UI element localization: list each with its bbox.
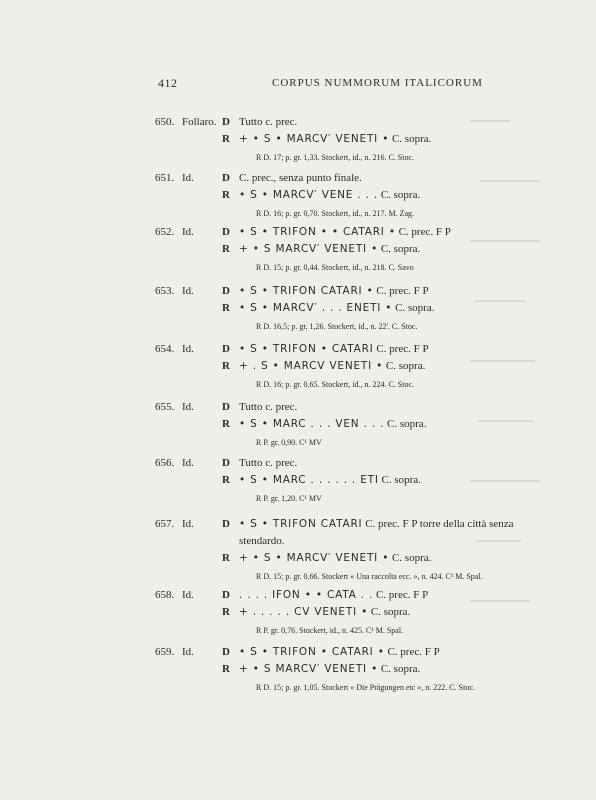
reference-line: R D. 16,5; p. gr. 1,26. Stockert, id., n. 22'. C. Stoc. (256, 322, 418, 331)
reverse-line (239, 663, 420, 675)
reverse-symbol: R (222, 243, 230, 255)
obverse-line (239, 646, 440, 658)
entry-number: 650. (155, 116, 175, 128)
obverse-symbol: D (222, 646, 230, 658)
obverse-legend: • S • TRIFON • CATARI • (239, 646, 385, 658)
obverse-line (239, 172, 362, 184)
obverse-description: C. prec. F P torre della città senza (365, 518, 514, 530)
reverse-legend: + • S • MARCV′ VENETI • (239, 133, 390, 145)
reference-line: R P. gr. 0,76. Stockert, id., n. 425. C¹ M. Spal. (256, 626, 404, 635)
obverse-line (239, 285, 429, 297)
denomination: Id. (182, 285, 194, 297)
reverse-description: C. sopra. (387, 418, 427, 430)
obverse-legend: • S • TRIFON CATARI • (239, 285, 374, 297)
reference-line: R D. 16; p. gr. 0,65. Stockert, id., n. 224. C. Stoc. (256, 380, 414, 389)
entry-number: 653. (155, 285, 175, 297)
reference-line: R P. gr. 0,90. C¹ MV (256, 438, 322, 447)
reference-line: R D. 17; p. gr. 1,33. Stockert, id., n. 216. C. Stoc. (256, 153, 414, 162)
entry-number: 658. (155, 589, 175, 601)
reference-line: R D. 15; p. gr. 0,44. Stockert, id., n. 218. C. Savo (256, 263, 414, 272)
obverse-legend: Tutto c. prec. (239, 457, 298, 469)
obverse-legend: • S • TRIFON • CATARI (239, 343, 374, 355)
denomination: Id. (182, 646, 194, 658)
reverse-description: C. sopra. (395, 302, 435, 314)
reverse-line (239, 552, 431, 564)
reverse-description: C. sopra. (391, 552, 432, 564)
reference-line: R D. 15; p. gr. 1,05. Stockert « Die Prägungen etc », n. 222. C. Stoc. (256, 683, 475, 692)
obverse-symbol: D (222, 172, 230, 184)
reverse-line (239, 302, 434, 314)
reverse-symbol: R (222, 606, 230, 618)
entry-number: 654. (155, 343, 175, 355)
reverse-legend: + • S MARCV′ VENETI • (239, 663, 379, 675)
obverse-legend: C. prec., senza punto finale. (239, 172, 362, 184)
reverse-description: C. sopra. (391, 133, 432, 145)
reverse-description: C. sopra. (380, 663, 421, 675)
obverse-legend: . . . . IFON • • CATA . . (239, 589, 374, 601)
obverse-symbol: D (222, 589, 230, 601)
reverse-description: C. sopra. (370, 606, 411, 618)
reverse-symbol: R (222, 302, 230, 314)
denomination: Id. (182, 401, 194, 413)
entry-number: 655. (155, 401, 175, 413)
obverse-line (239, 518, 514, 530)
reverse-description: C. sopra. (380, 243, 421, 255)
obverse-continuation: stendardo. (239, 535, 285, 547)
reference-line: R P. gr. 1,20. C¹ MV (256, 494, 322, 503)
obverse-line (239, 401, 297, 413)
obverse-line (239, 589, 428, 601)
reverse-symbol: R (222, 474, 230, 486)
obverse-legend: • S • TRIFON • • CATARI • (239, 226, 396, 238)
denomination: Id. (182, 226, 194, 238)
obverse-legend: Tutto c. prec. (239, 116, 298, 128)
reverse-legend: • S • MARC . . . . . . ETI (239, 474, 379, 486)
denomination: Follaro. (182, 116, 217, 128)
reverse-line (239, 360, 425, 372)
reverse-line (239, 243, 420, 255)
show-through (470, 100, 560, 700)
reverse-line (239, 418, 426, 430)
entry-number: 652. (155, 226, 175, 238)
denomination: Id. (182, 457, 194, 469)
obverse-description: C. prec. F P (387, 646, 440, 658)
reverse-legend: • S • MARC . . . VEN . . . (239, 418, 385, 430)
reverse-symbol: R (222, 189, 230, 201)
obverse-symbol: D (222, 226, 230, 238)
obverse-line (239, 116, 297, 128)
denomination: Id. (182, 518, 194, 530)
reverse-symbol: R (222, 133, 230, 145)
entry-number: 651. (155, 172, 175, 184)
entry-number: 657. (155, 518, 175, 530)
reference-line: R D. 15; p. gr. 0,66. Stockert « Una raccolta ecc. », n. 424. C¹ M. Spal. (256, 572, 483, 581)
reverse-line (239, 133, 431, 145)
running-title: CORPUS NUMMORUM ITALICORUM (272, 77, 483, 89)
denomination: Id. (182, 589, 194, 601)
reference-line: R D. 16; p. gr. 0,70. Stockert, id., n. 217. M. Zag. (256, 209, 414, 218)
obverse-description: C. prec. F P (376, 285, 429, 297)
reverse-legend: + . S • MARCV VENETI • (239, 360, 384, 372)
reverse-legend: + • S MARCV′ VENETI • (239, 243, 379, 255)
obverse-symbol: D (222, 518, 230, 530)
reverse-symbol: R (222, 552, 230, 564)
entry-number: 659. (155, 646, 175, 658)
obverse-description: C. prec. F P (375, 589, 429, 601)
reverse-legend: • S • MARCV′ VENE . . . (239, 189, 379, 201)
denomination: Id. (182, 343, 194, 355)
obverse-symbol: D (222, 401, 230, 413)
reverse-symbol: R (222, 418, 230, 430)
page-number: 412 (158, 76, 178, 90)
entry-number: 656. (155, 457, 175, 469)
reverse-line (239, 606, 410, 618)
reverse-symbol: R (222, 360, 230, 372)
reverse-description: C. sopra. (385, 360, 426, 372)
obverse-legend: • S • TRIFON CATARI (239, 518, 363, 530)
obverse-symbol: D (222, 457, 230, 469)
obverse-description: C. prec. F P (376, 343, 429, 355)
reverse-legend: + . . . . . CV VENETI • (239, 606, 369, 618)
reverse-legend: + • S • MARCV′ VENETI • (239, 552, 390, 564)
reverse-symbol: R (222, 663, 230, 675)
reverse-description: C. sopra. (380, 189, 421, 201)
obverse-symbol: D (222, 285, 230, 297)
obverse-symbol: D (222, 343, 230, 355)
obverse-line (239, 343, 429, 355)
denomination: Id. (182, 172, 194, 184)
reverse-line (239, 474, 421, 486)
obverse-description: C. prec. F P (398, 226, 451, 238)
reverse-line (239, 189, 420, 201)
obverse-legend: Tutto c. prec. (239, 401, 298, 413)
obverse-line (239, 457, 297, 469)
obverse-line (239, 226, 451, 238)
reverse-description: C. sopra. (381, 474, 421, 486)
obverse-symbol: D (222, 116, 230, 128)
reverse-legend: • S • MARCV′ . . . ENETI • (239, 302, 393, 314)
